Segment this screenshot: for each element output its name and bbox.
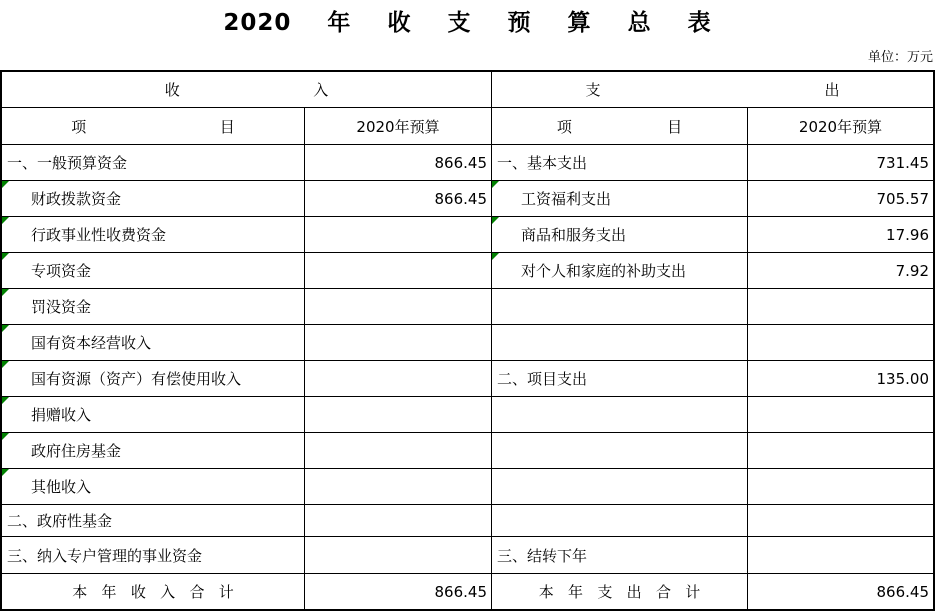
- income-item-column-header: 项 目: [2, 108, 305, 145]
- expenditure-item-cell: [492, 469, 748, 505]
- income-item-cell: 二、政府性基金: [2, 505, 305, 537]
- income-value-cell: [305, 217, 492, 253]
- income-value-cell: [305, 289, 492, 325]
- income-item-cell: 三、纳入专户管理的事业资金: [2, 537, 305, 574]
- expenditure-value-cell: 135.00: [748, 361, 933, 397]
- expenditure-item-cell: [492, 505, 748, 537]
- expenditure-total-label: 本 年 支 出 合 计: [492, 574, 748, 609]
- income-item-cell: 政府住房基金: [2, 433, 305, 469]
- expenditure-value-cell: 705.57: [748, 181, 933, 217]
- expenditure-item-cell: [492, 397, 748, 433]
- expenditure-item-cell: 三、结转下年: [492, 537, 748, 574]
- expenditure-value-cell: [748, 397, 933, 433]
- expenditure-value-cell: [748, 433, 933, 469]
- expenditure-item-cell: 对个人和家庭的补助支出: [492, 253, 748, 289]
- budget-table: [0, 70, 935, 611]
- income-total-label: 本 年 收 入 合 计: [2, 574, 305, 609]
- expenditure-value-cell: [748, 505, 933, 537]
- expenditure-value-cell: [748, 289, 933, 325]
- expenditure-item-cell: 商品和服务支出: [492, 217, 748, 253]
- expenditure-value-cell: 731.45: [748, 145, 933, 181]
- expenditure-value-cell: 17.96: [748, 217, 933, 253]
- income-item-cell: 罚没资金: [2, 289, 305, 325]
- expenditure-item-cell: 一、基本支出: [492, 145, 748, 181]
- income-item-cell: 行政事业性收费资金: [2, 217, 305, 253]
- income-item-cell: 国有资本经营收入: [2, 325, 305, 361]
- expenditure-section-header: 支 出: [492, 72, 933, 108]
- expenditure-value-cell: [748, 325, 933, 361]
- income-value-cell: [305, 253, 492, 289]
- income-value-cell: [305, 433, 492, 469]
- expenditure-item-cell: [492, 433, 748, 469]
- expenditure-value-cell: 7.92: [748, 253, 933, 289]
- income-item-cell: 财政拨款资金: [2, 181, 305, 217]
- income-section-header: 收 入: [2, 72, 492, 108]
- income-total-value: 866.45: [305, 574, 492, 609]
- income-value-cell: [305, 361, 492, 397]
- expenditure-item-cell: [492, 289, 748, 325]
- income-value-cell: [305, 537, 492, 574]
- income-value-cell: 866.45: [305, 145, 492, 181]
- expenditure-total-value: 866.45: [876, 582, 929, 601]
- income-value-cell: [305, 325, 492, 361]
- expenditure-value-cell: [748, 469, 933, 505]
- expenditure-value-cell: [748, 537, 933, 574]
- income-item-cell: 其他收入: [2, 469, 305, 505]
- income-value-cell: [305, 505, 492, 537]
- income-item-cell: 专项资金: [2, 253, 305, 289]
- income-value-cell: 866.45: [305, 181, 492, 217]
- income-budget-column-header: 2020年预算: [305, 108, 492, 145]
- income-item-cell: 一、一般预算资金: [2, 145, 305, 181]
- expenditure-item-cell: [492, 325, 748, 361]
- expenditure-budget-column-header: 2020年预算: [748, 108, 933, 145]
- income-item-cell: 国有资源（资产）有偿使用收入: [2, 361, 305, 397]
- expenditure-item-column-header: 项 目: [492, 108, 748, 145]
- income-item-cell: 捐赠收入: [2, 397, 305, 433]
- page-title: 2020 年 收 支 预 算 总 表: [223, 10, 712, 36]
- expenditure-item-cell: 二、项目支出: [492, 361, 748, 397]
- expenditure-item-cell: 工资福利支出: [492, 181, 748, 217]
- unit-note: 单位：万元: [867, 50, 933, 65]
- income-value-cell: [305, 469, 492, 505]
- income-value-cell: [305, 397, 492, 433]
